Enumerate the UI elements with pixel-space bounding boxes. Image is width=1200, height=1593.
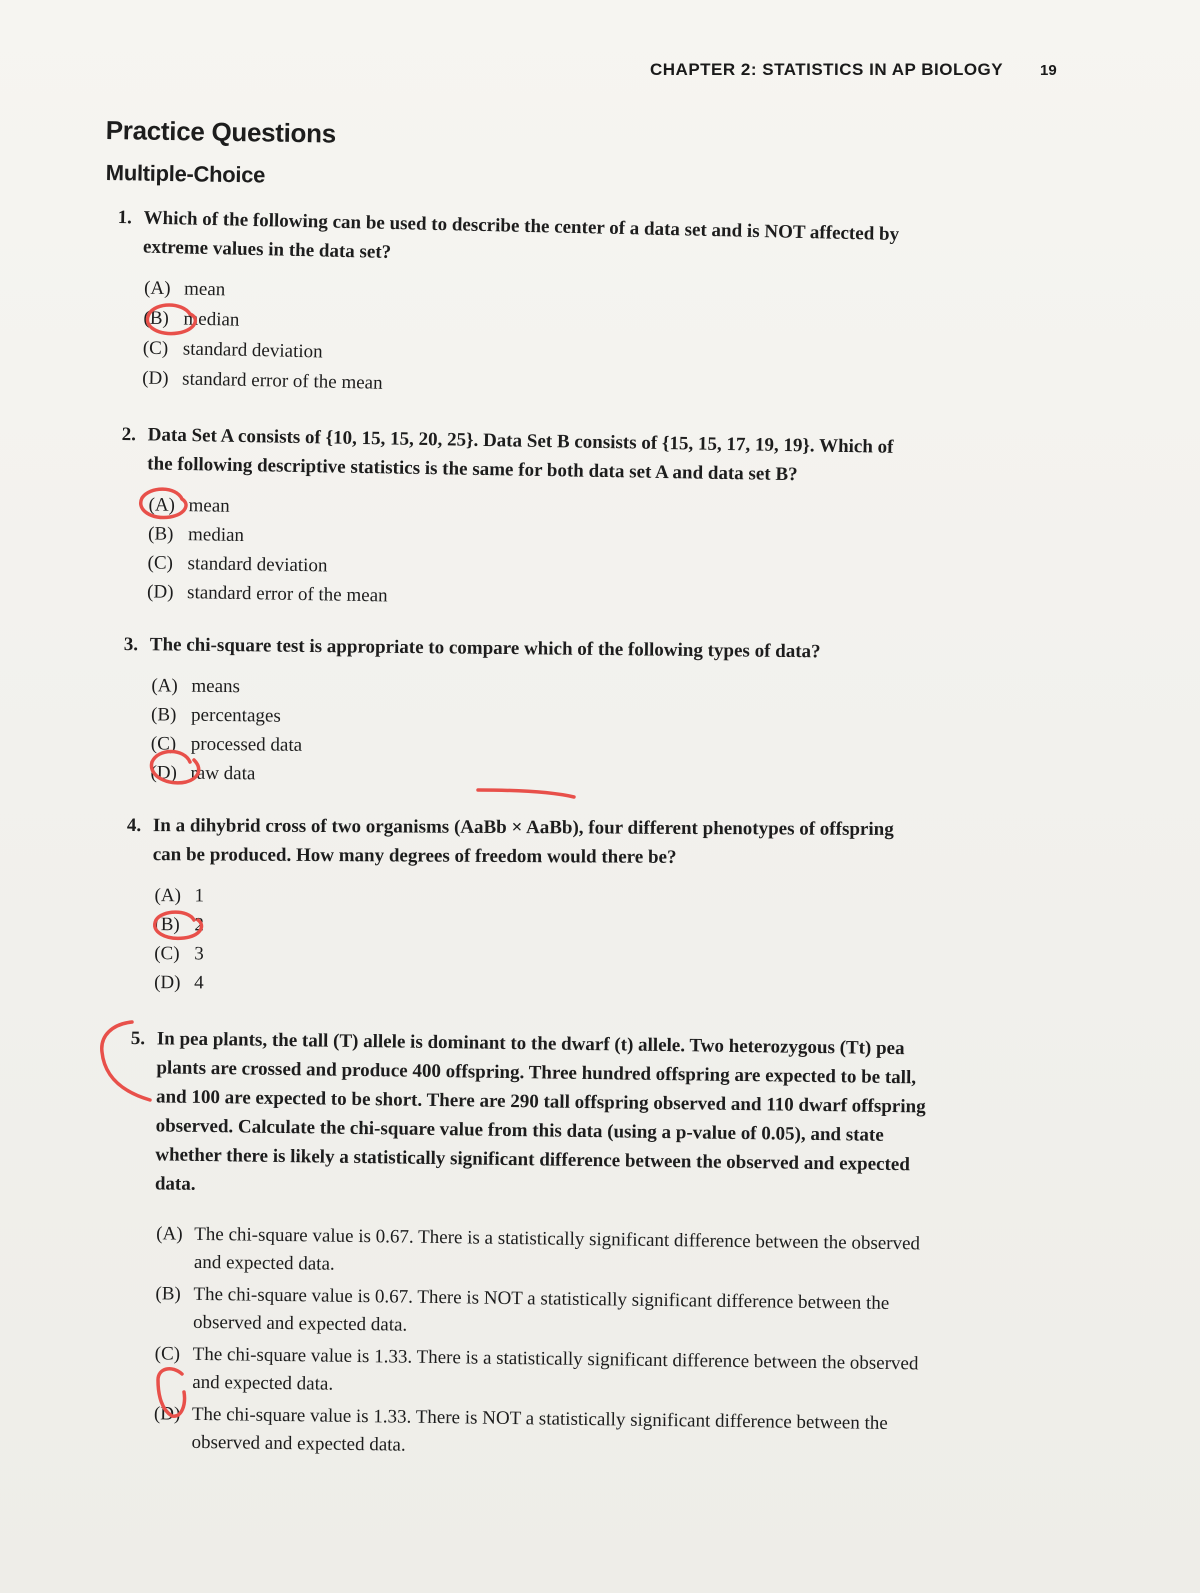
choice-b[interactable]	[155, 1280, 938, 1346]
choice-text: processed data	[190, 733, 303, 756]
choice-letter: (A)	[154, 885, 182, 907]
choice-text: raw data	[190, 762, 256, 785]
question-number: 3.	[123, 633, 139, 656]
question-stem	[129, 1024, 941, 1209]
question-text: Which of the following can be used to describe the center of a data set and is NOT affected by extreme values in the data set?	[142, 207, 900, 263]
choice-letter: (A)	[148, 494, 176, 516]
choice-text: The chi-square value is 0.67. There is a statistically significant difference between the observed and expected data.	[193, 1223, 921, 1275]
choice-b[interactable]	[154, 910, 926, 943]
question-5	[125, 1024, 941, 1471]
answer-choices	[122, 671, 923, 795]
answer-choices	[119, 490, 921, 619]
choice-letter: (A)	[143, 277, 171, 300]
choice-c[interactable]	[154, 1340, 937, 1406]
choice-letter: (B)	[151, 704, 177, 726]
choice-text: standard error of the mean	[186, 582, 388, 607]
question-1	[114, 203, 938, 411]
choice-letter: (B)	[143, 307, 170, 330]
choice-letter: (C)	[154, 1343, 181, 1365]
choice-text: standard deviation	[182, 338, 323, 363]
section-subtitle: Multiple-Choice	[105, 160, 266, 188]
question-number: 4.	[126, 814, 142, 837]
question-number: 5.	[130, 1027, 146, 1050]
choice-text: The chi-square value is 1.33. There is NOT a statistically significant difference between the observed and expected data.	[191, 1403, 888, 1456]
choice-text: 3	[194, 943, 204, 965]
question-stem	[121, 420, 922, 491]
question-number: 1.	[117, 206, 133, 229]
choice-text: 4	[194, 972, 204, 994]
choice-text: standard error of the mean	[181, 368, 383, 394]
question-text: In a dihybrid cross of two organisms (AaBb × AaBb), four different phenotypes of offspring can be produced. How many degrees of freedom would there be?	[152, 815, 894, 868]
choice-letter: (B)	[154, 914, 180, 936]
choice-text: mean	[188, 495, 230, 517]
choice-a[interactable]	[156, 1220, 939, 1286]
question-2	[119, 420, 922, 619]
question-number: 2.	[121, 423, 137, 446]
section-title: Practice Questions	[105, 115, 337, 149]
choice-letter: (D)	[153, 1403, 181, 1425]
choice-text: 1	[194, 885, 205, 907]
choice-text: The chi-square value is 0.67. There is NOT a statistically significant difference between the observed and expected data.	[192, 1283, 890, 1336]
choice-text: median	[183, 308, 240, 331]
question-stem	[127, 811, 927, 873]
choice-letter: (B)	[147, 523, 174, 545]
choice-letter: (C)	[154, 943, 180, 965]
answer-choices	[125, 1220, 938, 1467]
choice-text: means	[191, 675, 241, 698]
choice-d[interactable]	[153, 1400, 936, 1466]
choice-letter: (B)	[155, 1283, 181, 1305]
choice-letter: (C)	[142, 337, 169, 360]
page-number: 19	[1040, 62, 1057, 79]
question-text: The chi-square test is appropriate to compare which of the following types of data?	[149, 634, 821, 663]
choice-letter: (A)	[156, 1223, 183, 1245]
question-stem	[117, 203, 938, 279]
choice-c[interactable]	[154, 939, 926, 972]
choice-text: median	[187, 524, 245, 547]
choice-letter: (C)	[150, 733, 177, 755]
question-3	[122, 630, 924, 795]
choice-letter: (A)	[151, 675, 178, 697]
choice-text: The chi-square value is 1.33. There is a statistically significant difference between the observed and expected data.	[192, 1343, 919, 1395]
choice-text: 2	[194, 914, 204, 936]
choice-letter: (D)	[154, 972, 181, 994]
answer-choices	[114, 273, 936, 411]
question-4	[126, 811, 927, 1001]
choice-d[interactable]	[154, 968, 926, 1001]
question-text: Data Set A consists of {10, 15, 15, 20, 25}. Data Set B consists of {15, 15, 17, 19, 19}. Which of the following descriptive statistics is the same for both data set A and data set B?	[147, 424, 894, 486]
question-stem	[124, 630, 924, 667]
running-head: CHAPTER 2: STATISTICS IN AP BIOLOGY	[650, 60, 1004, 79]
choice-letter: (C)	[147, 552, 174, 574]
choice-text: percentages	[191, 704, 281, 727]
choice-a[interactable]	[154, 881, 926, 914]
choice-text: mean	[183, 278, 226, 301]
question-text: In pea plants, the tall (T) allele is dominant to the dwarf (t) allele. Two heterozygous (Tt) pea plants are crossed and produce 400 offspring. Three hundred offspring are expected to be tall, and 100 are expected to be short. There are 290 tall offspring observed and 110 dwarf offspring observed. Calculate the chi-square value from this data (using a p-value of 0.05), and state whether there is likely a statistically significant difference between the observed and expected data.	[154, 1028, 926, 1195]
choice-text: standard deviation	[187, 553, 328, 577]
choice-letter: (D)	[141, 367, 169, 390]
answer-choices	[126, 881, 927, 1001]
choice-letter: (D)	[150, 762, 178, 784]
choice-letter: (D)	[146, 581, 174, 603]
